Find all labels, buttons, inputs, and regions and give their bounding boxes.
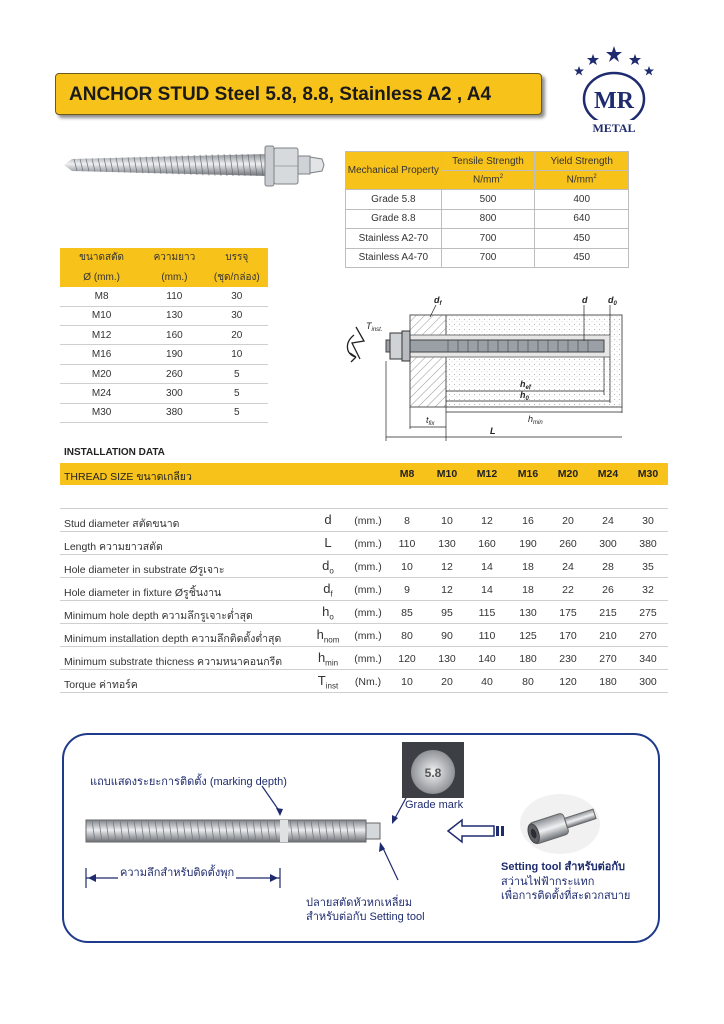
tensile-cell: 800 <box>441 209 535 229</box>
tensile-cell: 500 <box>441 190 535 210</box>
value-cell: 80 <box>522 676 534 688</box>
installation-header-bar <box>60 463 668 485</box>
table-row <box>60 647 668 670</box>
length-cell: 160 <box>143 326 205 345</box>
table-row <box>346 190 629 210</box>
table-row <box>60 326 268 345</box>
mr-metal-logo <box>570 44 658 136</box>
value-cell: 10 <box>401 561 413 573</box>
value-cell: 140 <box>478 653 496 665</box>
table-row <box>60 306 268 325</box>
value-cell: 90 <box>441 630 453 642</box>
yield-cell: 450 <box>535 229 629 249</box>
value-cell: 180 <box>599 676 617 688</box>
value-cell: 270 <box>599 653 617 665</box>
table-row <box>346 248 629 268</box>
table-row <box>60 384 268 403</box>
row-symbol: L <box>324 535 332 550</box>
value-cell: 215 <box>599 607 617 619</box>
diagram-label-hef: $h_{ef}$ <box>520 379 531 391</box>
diagram-label-d: d <box>582 295 588 305</box>
value-cell: 32 <box>642 584 654 596</box>
row-unit: (mm.) <box>354 630 382 642</box>
row-symbol: $h_o$ <box>322 604 334 622</box>
row-symbol: $d_f$ <box>323 581 333 599</box>
pack-cell: 5 <box>206 384 268 403</box>
value-cell: 95 <box>441 607 453 619</box>
value-cell: 270 <box>639 630 657 642</box>
size-col-header: M10 <box>436 468 458 480</box>
value-cell: 10 <box>401 676 413 688</box>
value-cell: 275 <box>639 607 657 619</box>
grade-cell: Stainless A4-70 <box>346 248 442 268</box>
diagram-label-tfix: $t_{fix}$ <box>426 415 435 427</box>
size-cell: M12 <box>60 326 143 345</box>
yield-cell: 640 <box>535 209 629 229</box>
row-label: Torque ค่าทอร์ค <box>64 679 138 691</box>
row-unit: (mm.) <box>354 515 382 527</box>
logo-text: MR <box>594 88 634 114</box>
page-title: ANCHOR STUD Steel 5.8, 8.8, Stainless A2 , A4 <box>69 84 492 105</box>
table-row <box>60 624 668 647</box>
yield-cell: 450 <box>535 248 629 268</box>
value-cell: 120 <box>559 676 577 688</box>
row-symbol: $h_{nom}$ <box>316 627 340 645</box>
value-cell: 130 <box>519 607 537 619</box>
diagram-label-df: $d_f$ <box>434 295 442 307</box>
tensile-cell: 700 <box>441 229 535 249</box>
pack-cell: 20 <box>206 326 268 345</box>
size-cell: M8 <box>60 287 143 306</box>
size-cell: M24 <box>60 384 143 403</box>
yield-cell: 400 <box>535 190 629 210</box>
row-label: Hole diameter in substrate Øรูเจาะ <box>64 564 225 576</box>
tip-line-1: ปลายสตัดหัวหกเหลี่ยม <box>306 897 413 909</box>
value-cell: 22 <box>562 584 574 596</box>
size-cell: M10 <box>60 306 143 325</box>
value-cell: 175 <box>559 607 577 619</box>
row-symbol: $h_{min}$ <box>317 650 339 668</box>
value-cell: 110 <box>478 630 496 642</box>
value-cell: 260 <box>559 538 577 550</box>
value-cell: 125 <box>519 630 537 642</box>
length-cell: 300 <box>143 384 205 403</box>
mech-header-tensile: Tensile Strength <box>441 152 535 171</box>
logo-subtext: METAL <box>592 121 636 135</box>
size-header-cell: (mm.) <box>143 267 205 286</box>
tip-line-2: สำหรับต่อกับ Setting tool <box>306 911 425 923</box>
value-cell: 14 <box>481 561 493 573</box>
table-row <box>60 555 668 578</box>
value-cell: 85 <box>401 607 413 619</box>
title-banner <box>55 73 542 115</box>
anchor-stud-image <box>60 140 328 192</box>
row-label: Minimum installation depth ความลึกติดตั้งต่ำสุด <box>64 633 282 645</box>
value-cell: 180 <box>519 653 537 665</box>
pack-cell: 30 <box>206 287 268 306</box>
value-cell: 80 <box>401 630 413 642</box>
row-unit: (mm.) <box>354 607 382 619</box>
value-cell: 380 <box>639 538 657 550</box>
size-header-cell: ขนาดสตัด <box>60 248 143 267</box>
row-unit: (Nm.) <box>354 676 382 688</box>
installation-title: INSTALLATION DATA <box>64 447 165 458</box>
value-cell: 110 <box>398 538 416 550</box>
row-label: Minimum hole depth ความลึกรูเจาะต่ำสุด <box>64 610 253 622</box>
value-cell: 115 <box>478 607 496 619</box>
value-cell: 160 <box>478 538 496 550</box>
length-cell: 130 <box>143 306 205 325</box>
mech-header-property: Mechanical Property <box>346 152 442 190</box>
value-cell: 18 <box>522 584 534 596</box>
size-col-header: M8 <box>399 468 415 480</box>
size-cell: M16 <box>60 345 143 364</box>
size-header-cell: Ø (mm.) <box>60 267 143 286</box>
length-cell: 110 <box>143 287 205 306</box>
row-unit: (mm.) <box>354 561 382 573</box>
mech-header-row <box>346 152 629 171</box>
size-header-cell: ความยาว <box>143 248 205 267</box>
marking-depth-label: แถบแสดงระยะการติดตั้ง (marking depth) <box>90 776 287 788</box>
row-symbol: d <box>324 512 332 527</box>
value-cell: 170 <box>559 630 577 642</box>
value-cell: 210 <box>599 630 617 642</box>
value-cell: 35 <box>642 561 654 573</box>
value-cell: 300 <box>639 676 657 688</box>
length-cell: 260 <box>143 364 205 383</box>
thread-size-label: THREAD SIZE ขนาดเกลียว <box>64 471 192 483</box>
diagram-label-h0: $h_0$ <box>520 390 529 402</box>
value-cell: 340 <box>639 653 657 665</box>
mech-unit-tensile: $N/mm^2$ <box>441 171 535 190</box>
diagram-label-tinst: $T_{inst.}$ <box>366 321 383 333</box>
table-row <box>60 578 668 601</box>
table-row <box>60 601 668 624</box>
row-label: Hole diameter in fixture Øรูชิ้นงาน <box>64 587 222 599</box>
table-row <box>60 403 268 422</box>
setting-tool-image <box>518 784 602 856</box>
table-row <box>346 229 629 249</box>
value-cell: 28 <box>602 561 614 573</box>
value-cell: 12 <box>481 515 493 527</box>
value-cell: 230 <box>559 653 577 665</box>
value-cell: 24 <box>602 515 614 527</box>
pack-cell: 10 <box>206 345 268 364</box>
value-cell: 18 <box>522 561 534 573</box>
value-cell: 14 <box>481 584 493 596</box>
table-row <box>60 670 668 693</box>
pack-cell: 5 <box>206 364 268 383</box>
row-symbol: $T_{inst}$ <box>317 673 339 691</box>
size-col-header: M16 <box>517 468 539 480</box>
value-cell: 9 <box>404 584 410 596</box>
table-row <box>60 509 668 532</box>
row-label: Minimum substrate thicness ความหนาคอนกรีต <box>64 656 283 668</box>
size-header-row <box>60 248 268 267</box>
diagram-label-L: L <box>490 426 496 436</box>
table-row <box>60 532 668 555</box>
grade-cell: Grade 5.8 <box>346 190 442 210</box>
value-cell: 12 <box>441 584 453 596</box>
pack-cell: 5 <box>206 403 268 422</box>
tensile-cell: 700 <box>441 248 535 268</box>
table-row <box>346 209 629 229</box>
diagram-label-d0: $d_0$ <box>608 295 617 307</box>
value-cell: 24 <box>562 561 574 573</box>
size-col-header: M30 <box>637 468 659 480</box>
value-cell: 30 <box>642 515 654 527</box>
setting-tool-line-1: Setting tool สำหรับต่อกับ <box>501 861 625 873</box>
length-cell: 190 <box>143 345 205 364</box>
row-symbol: $d_o$ <box>322 558 334 576</box>
table-row <box>60 364 268 383</box>
value-cell: 40 <box>481 676 493 688</box>
grade-cell: Stainless A2-70 <box>346 229 442 249</box>
value-cell: 130 <box>438 538 456 550</box>
row-label: Length ความยาวสตัด <box>64 541 163 553</box>
size-header-cell: (ชุด/กล่อง) <box>206 267 268 286</box>
value-cell: 300 <box>599 538 617 550</box>
mechanical-property-table <box>345 151 629 268</box>
size-col-header: M12 <box>476 468 498 480</box>
insert-arrow-icon <box>446 818 506 844</box>
value-cell: 12 <box>441 561 453 573</box>
setting-tool-line-3: เพื่อการติดตั้งที่สะดวกสบาย <box>501 890 631 902</box>
mech-header-yield: Yield Strength <box>535 152 629 171</box>
value-cell: 8 <box>404 515 410 527</box>
row-label: Stud diameter สตัดขนาด <box>64 518 180 530</box>
grade-mark-photo <box>402 742 464 798</box>
row-unit: (mm.) <box>354 653 382 665</box>
size-col-header: M24 <box>597 468 619 480</box>
value-cell: 16 <box>522 515 534 527</box>
size-table <box>60 248 268 423</box>
pack-cell: 30 <box>206 306 268 325</box>
size-col-header: M20 <box>557 468 579 480</box>
size-cell: M20 <box>60 364 143 383</box>
mech-unit-yield: $N/mm^2$ <box>535 171 629 190</box>
value-cell: 10 <box>441 515 453 527</box>
value-cell: 20 <box>441 676 453 688</box>
grade-cell: Grade 8.8 <box>346 209 442 229</box>
installation-diagram <box>338 283 670 445</box>
value-cell: 130 <box>438 653 456 665</box>
setting-tool-line-2: สว่านไฟฟ้ากระแทก <box>501 876 595 888</box>
row-unit: (mm.) <box>354 584 382 596</box>
depth-label: ความลึกสำหรับติดตั้งพุก <box>118 863 236 881</box>
diagram-label-hmin: $h_{min}$ <box>528 414 543 426</box>
length-cell: 380 <box>143 403 205 422</box>
value-cell: 190 <box>519 538 537 550</box>
size-header-row <box>60 267 268 286</box>
grade-mark-digits: 5.8 <box>424 766 442 780</box>
size-header-cell: บรรจุ <box>206 248 268 267</box>
value-cell: 120 <box>398 653 416 665</box>
grade-mark-label: Grade mark <box>405 799 464 811</box>
size-cell: M30 <box>60 403 143 422</box>
table-row <box>60 287 268 306</box>
row-unit: (mm.) <box>354 538 382 550</box>
value-cell: 26 <box>602 584 614 596</box>
table-row <box>60 345 268 364</box>
value-cell: 20 <box>562 515 574 527</box>
